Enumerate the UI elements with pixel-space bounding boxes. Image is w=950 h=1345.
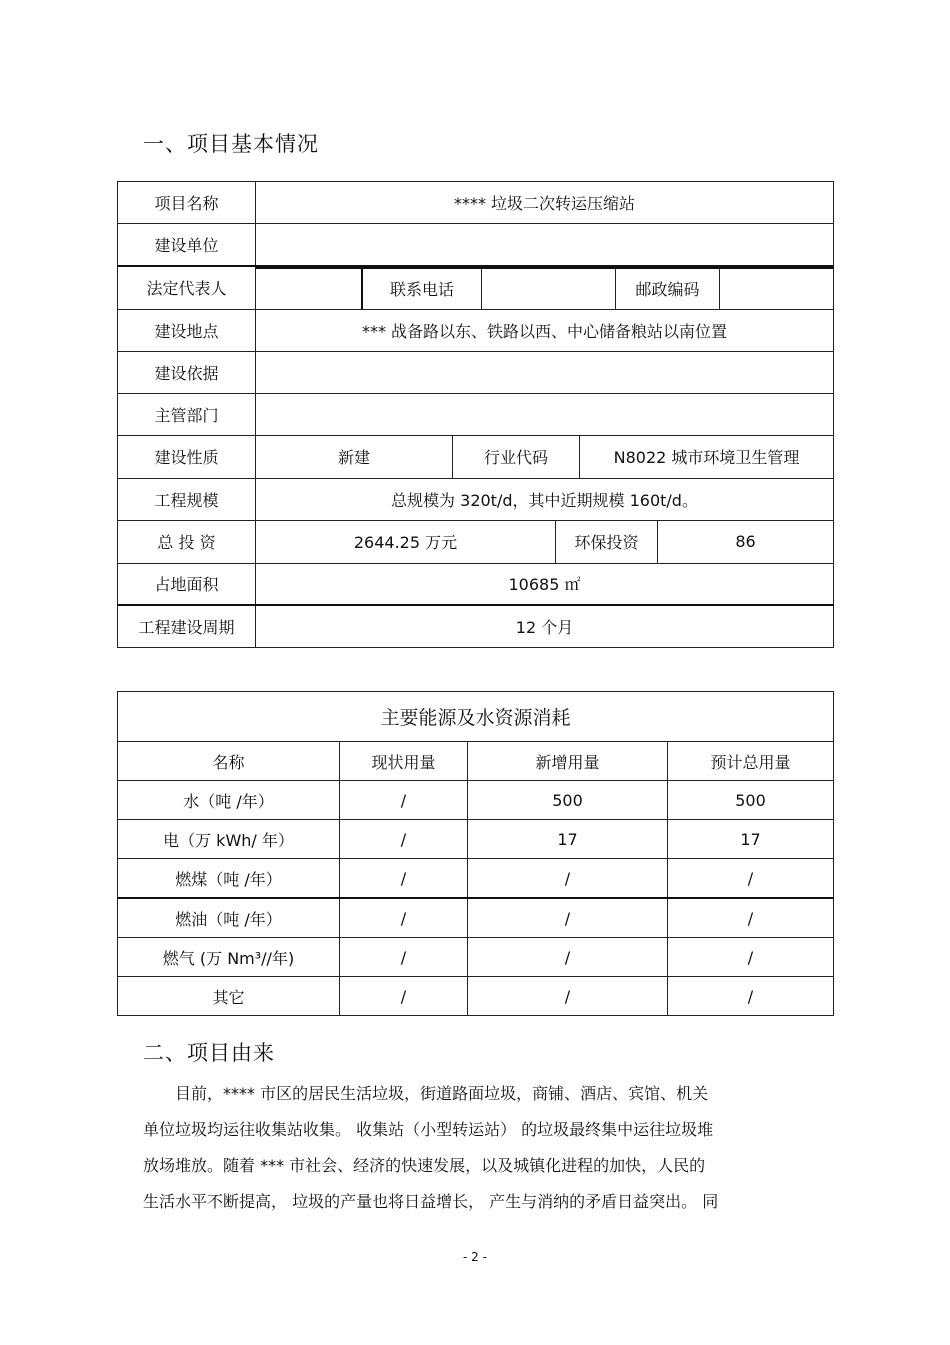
table-cell: / — [668, 859, 834, 899]
table-cell: / — [340, 859, 468, 899]
table-cell: 17 — [668, 820, 834, 859]
label-area: 占地面积 — [118, 563, 256, 605]
energy-row-other — [118, 977, 834, 1016]
energy-row-electricity — [118, 820, 834, 859]
row-basis — [118, 351, 834, 393]
section-1-title: 一、项目基本情况 — [143, 132, 319, 156]
label-location: 建设地点 — [118, 309, 256, 351]
table-cell: / — [468, 938, 668, 977]
energy-row-oil — [118, 898, 834, 938]
value-scale: 总规模为 320t/d，其中近期规模 160t/d。 — [256, 478, 834, 520]
row-nature — [118, 435, 834, 478]
investment-subgrid — [256, 520, 834, 563]
value-period: 12 个月 — [256, 605, 834, 647]
header-new: 新增用量 — [468, 742, 668, 781]
table-cell: / — [340, 820, 468, 859]
label-builder: 建设单位 — [118, 224, 256, 266]
energy-row-water — [118, 781, 834, 820]
table-cell: / — [340, 977, 468, 1016]
row-area — [118, 563, 834, 605]
value-location: *** 战备路以东、铁路以西、中心储备粮站以南位置 — [256, 309, 834, 351]
table-cell: / — [340, 898, 468, 938]
row-authority — [118, 393, 834, 435]
basic-info-table — [117, 181, 834, 648]
table-cell: 燃煤（吨 /年） — [118, 859, 340, 899]
table-cell: / — [340, 781, 468, 820]
value-builder — [256, 224, 834, 266]
legal-rep-subgrid — [256, 266, 834, 310]
table-cell: 其它 — [118, 977, 340, 1016]
label-legal-rep: 法定代表人 — [118, 266, 256, 310]
table-cell: / — [668, 938, 834, 977]
label-project-name: 项目名称 — [118, 182, 256, 224]
row-period — [118, 605, 834, 647]
investment-inner-table — [256, 521, 833, 563]
label-postcode: 邮政编码 — [616, 268, 720, 309]
value-authority — [256, 393, 834, 435]
label-env-invest: 环保投资 — [556, 521, 658, 563]
value-investment: 2644.25 万元 — [256, 521, 556, 563]
row-legal-rep — [118, 266, 834, 310]
table-cell: / — [668, 977, 834, 1016]
value-phone — [482, 268, 616, 309]
label-nature: 建设性质 — [118, 435, 256, 478]
label-industry: 行业代码 — [453, 436, 580, 478]
table-cell: / — [340, 938, 468, 977]
page-number: - 2 - — [463, 1250, 487, 1264]
paragraph-line: 目前，**** 市区的居民生活垃圾，街道路面垃圾，商铺、酒店、宾馆、机关 — [143, 1084, 709, 1103]
energy-header-row — [118, 742, 834, 781]
section-2-title: 二、项目由来 — [143, 1041, 275, 1065]
label-investment: 总 投 资 — [118, 520, 256, 563]
energy-title-row — [118, 692, 834, 742]
row-investment — [118, 520, 834, 563]
value-basis — [256, 351, 834, 393]
nature-inner-table — [256, 436, 833, 478]
value-industry: N8022 城市环境卫生管理 — [580, 436, 834, 478]
table-cell: / — [468, 859, 668, 899]
paragraph-line: 放场堆放。随着 *** 市社会、经济的快速发展，以及城镇化进程的加快，人民的 — [143, 1156, 706, 1175]
label-phone: 联系电话 — [362, 268, 482, 309]
table-cell: 500 — [668, 781, 834, 820]
energy-table-title: 主要能源及水资源消耗 — [118, 692, 834, 742]
label-scale: 工程规模 — [118, 478, 256, 520]
table-cell: 17 — [468, 820, 668, 859]
paragraph-line: 单位垃圾均运往收集站收集。 收集站（小型转运站） 的垃圾最终集中运往垃圾堆 — [143, 1120, 714, 1139]
value-postcode — [720, 268, 834, 309]
header-name: 名称 — [118, 742, 340, 781]
header-current: 现状用量 — [340, 742, 468, 781]
label-basis: 建设依据 — [118, 351, 256, 393]
energy-row-gas — [118, 938, 834, 977]
paragraph-line: 生活水平不断提高， 垃圾的产量也将日益增长， 产生与消纳的矛盾日益突出。 同 — [143, 1192, 719, 1211]
table-cell: 燃气 (万 Nm³//年) — [118, 938, 340, 977]
table-cell: 500 — [468, 781, 668, 820]
value-env-invest: 86 — [658, 521, 834, 563]
table-cell: 电（万 kWh/ 年） — [118, 820, 340, 859]
label-authority: 主管部门 — [118, 393, 256, 435]
value-nature: 新建 — [256, 436, 453, 478]
energy-row-coal — [118, 859, 834, 899]
energy-table — [117, 691, 834, 1016]
table-cell: / — [468, 977, 668, 1016]
value-area: 10685 ㎡ — [256, 563, 834, 605]
background-paragraph — [143, 1076, 813, 1220]
row-project-name — [118, 182, 834, 224]
row-builder — [118, 224, 834, 266]
legal-rep-inner-table — [256, 267, 833, 309]
nature-subgrid — [256, 435, 834, 478]
table-cell: / — [468, 898, 668, 938]
header-total: 预计总用量 — [668, 742, 834, 781]
row-location — [118, 309, 834, 351]
label-period: 工程建设周期 — [118, 605, 256, 647]
table-cell: / — [668, 898, 834, 938]
table-cell: 燃油（吨 /年） — [118, 898, 340, 938]
table-cell: 水（吨 /年） — [118, 781, 340, 820]
value-project-name: **** 垃圾二次转运压缩站 — [256, 182, 834, 224]
value-legal-rep — [256, 268, 362, 309]
row-scale — [118, 478, 834, 520]
